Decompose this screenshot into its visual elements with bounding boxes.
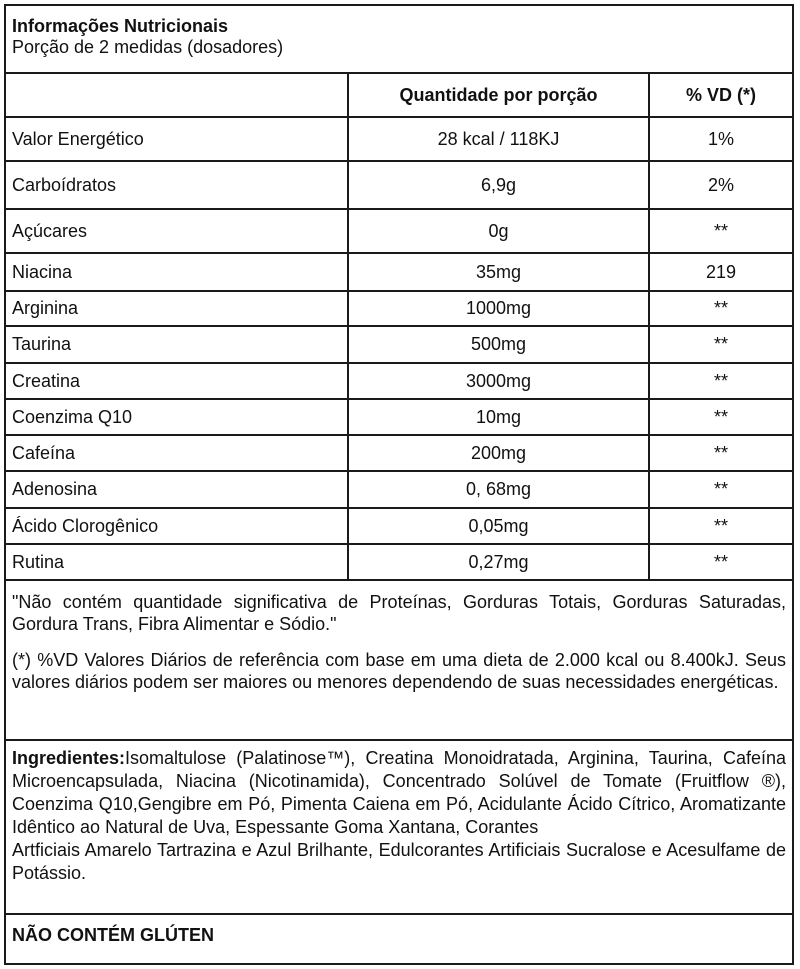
nutrient-name: Carboídratos bbox=[6, 161, 348, 209]
nutrient-name: Ácido Clorogênico bbox=[6, 508, 348, 544]
table-header-row bbox=[6, 74, 792, 117]
nutrient-vd: ** bbox=[649, 435, 792, 471]
nutrient-quantity: 0,05mg bbox=[348, 508, 649, 544]
nutrient-name: Cafeína bbox=[6, 435, 348, 471]
nutrition-table bbox=[6, 74, 792, 581]
nutrient-quantity: 28 kcal / 118KJ bbox=[348, 117, 649, 161]
nutrient-quantity: 3000mg bbox=[348, 363, 649, 399]
table-row bbox=[6, 363, 792, 399]
table-row bbox=[6, 508, 792, 544]
nutrient-quantity: 0g bbox=[348, 209, 649, 253]
nutrient-quantity: 6,9g bbox=[348, 161, 649, 209]
ingredients-label: Ingredientes: bbox=[12, 748, 126, 768]
nutrient-vd: ** bbox=[649, 363, 792, 399]
label-header bbox=[6, 6, 792, 74]
table-row bbox=[6, 209, 792, 253]
label-title: Informações Nutricionais bbox=[12, 16, 229, 36]
table-row bbox=[6, 399, 792, 435]
notes-section bbox=[6, 581, 792, 741]
nutrition-label bbox=[4, 4, 794, 965]
header-cell-quantity: Quantidade por porção bbox=[348, 74, 649, 117]
nutrient-name: Taurina bbox=[6, 326, 348, 363]
nutrient-name: Adenosina bbox=[6, 471, 348, 508]
nutrient-name: Rutina bbox=[6, 544, 348, 580]
nutrient-vd: ** bbox=[649, 326, 792, 363]
nutrient-vd: 219 bbox=[649, 253, 792, 291]
nutrient-quantity: 200mg bbox=[348, 435, 649, 471]
not-significant-note: "Não contém quantidade significativa de Proteínas, Gorduras Totais, Gorduras Saturadas, Gordura Trans, Fibra Alimentar e Sódio." bbox=[12, 592, 786, 634]
nutrient-name: Coenzima Q10 bbox=[6, 399, 348, 435]
ingredients-text-continued: Artficiais Amarelo Tartrazina e Azul Brilhante, Edulcorantes Artificiais Sucralose e Acesulfame de Potássio. bbox=[12, 840, 786, 883]
nutrient-quantity: 500mg bbox=[348, 326, 649, 363]
nutrient-vd: ** bbox=[649, 209, 792, 253]
table-row bbox=[6, 117, 792, 161]
table-row bbox=[6, 253, 792, 291]
table-row bbox=[6, 326, 792, 363]
nutrient-vd: ** bbox=[649, 471, 792, 508]
table-row bbox=[6, 291, 792, 326]
nutrient-name: Valor Energético bbox=[6, 117, 348, 161]
gluten-warning: NÃO CONTÉM GLÚTEN bbox=[12, 925, 214, 945]
table-row bbox=[6, 544, 792, 580]
nutrient-quantity: 1000mg bbox=[348, 291, 649, 326]
nutrient-vd: 2% bbox=[649, 161, 792, 209]
nutrient-vd: ** bbox=[649, 399, 792, 435]
ingredients-section bbox=[6, 741, 792, 915]
table-row bbox=[6, 161, 792, 209]
nutrient-name: Açúcares bbox=[6, 209, 348, 253]
nutrient-name: Arginina bbox=[6, 291, 348, 326]
serving-size: Porção de 2 medidas (dosadores) bbox=[12, 37, 284, 57]
nutrient-quantity: 0,27mg bbox=[348, 544, 649, 580]
nutrient-vd: ** bbox=[649, 544, 792, 580]
nutrient-vd: 1% bbox=[649, 117, 792, 161]
nutrient-vd: ** bbox=[649, 291, 792, 326]
table-row bbox=[6, 435, 792, 471]
header-cell-vd: % VD (*) bbox=[649, 74, 792, 117]
vd-footnote: (*) %VD Valores Diários de referência com base em uma dieta de 2.000 kcal ou 8.400kJ. Seus valores diários podem ser maiores ou menores dependendo de suas necessidades energéticas. bbox=[12, 650, 786, 692]
header-cell-nutrient bbox=[6, 74, 348, 117]
nutrient-name: Creatina bbox=[6, 363, 348, 399]
nutrient-quantity: 35mg bbox=[348, 253, 649, 291]
ingredients-text: Isomaltulose (Palatinose™), Creatina Monoidratada, Arginina, Taurina, Cafeína Microencapsulada, Niacina (Nicotinamida), Concentrado Solúvel de Tomate (Fruitflow ®), Coenzima Q10,Gengibre em Pó, Pimenta Caiena em Pó, Acidulante Ácido Cítrico, Aromatizante Idêntico ao Natural de Uva, Espessante Goma Xantana, Corantes bbox=[12, 748, 786, 837]
nutrient-quantity: 10mg bbox=[348, 399, 649, 435]
nutrient-quantity: 0, 68mg bbox=[348, 471, 649, 508]
nutrient-name: Niacina bbox=[6, 253, 348, 291]
table-row bbox=[6, 471, 792, 508]
nutrient-vd: ** bbox=[649, 508, 792, 544]
